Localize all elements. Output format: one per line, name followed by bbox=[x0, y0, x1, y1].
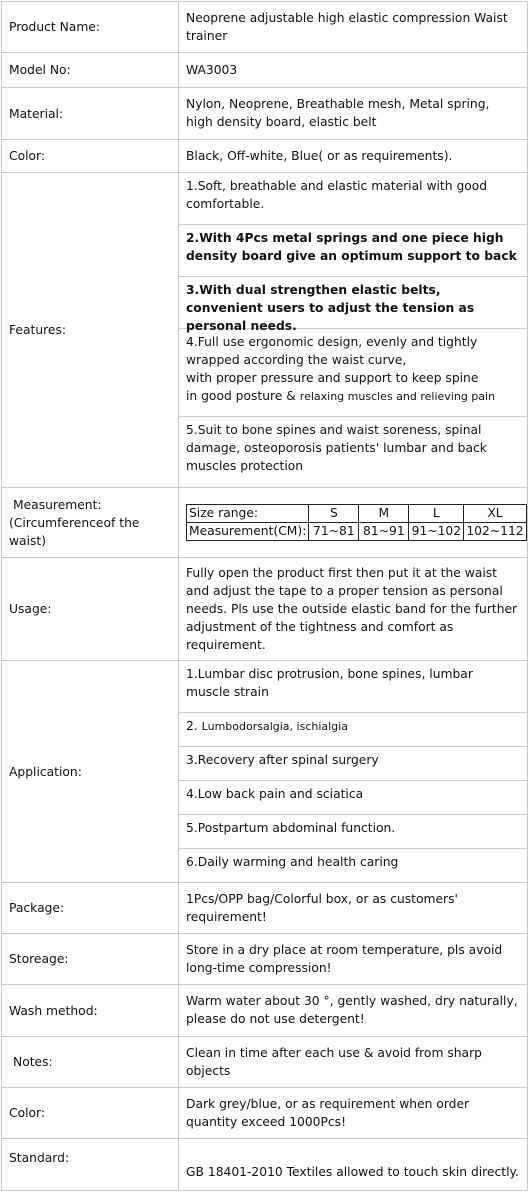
standard-label: Standard: bbox=[2, 1139, 179, 1191]
size-table-row bbox=[187, 523, 527, 541]
feature-item bbox=[179, 328, 527, 416]
row-features bbox=[2, 173, 528, 488]
size-cell: Measurement(CM): bbox=[187, 523, 309, 541]
notes-label: Notes: bbox=[2, 1037, 179, 1088]
application-item: 1.Lumbar disc protrusion, bone spines, lumbar muscle strain bbox=[186, 667, 473, 699]
size-header-cell: Size range: bbox=[187, 505, 309, 523]
product-spec-table bbox=[1, 1, 528, 1191]
row-measurement bbox=[2, 488, 528, 558]
application-item-text: 2. bbox=[186, 719, 202, 733]
application-label: Application: bbox=[2, 661, 179, 883]
row-application bbox=[2, 661, 528, 883]
application-item-small-text: Lumbodorsalgia, ischialgia bbox=[201, 720, 348, 733]
row-wash-method bbox=[2, 985, 528, 1037]
feature-item-small-text: relaxing muscles and relieving pain bbox=[299, 390, 496, 403]
measurement-label bbox=[2, 488, 179, 558]
row-product-name bbox=[2, 2, 528, 53]
size-table-header bbox=[187, 505, 527, 523]
measurement-label-title: Measurement: bbox=[13, 497, 102, 512]
measurement-label-note: (Circumferenceof the waist) bbox=[9, 515, 140, 548]
product-name-label: Product Name: bbox=[2, 2, 179, 53]
row-model-no bbox=[2, 53, 528, 88]
size-cell: 81~91 bbox=[359, 523, 409, 541]
size-header-cell: S bbox=[309, 505, 359, 523]
feature-item-line: with proper pressure and support to keep spine bbox=[186, 371, 479, 385]
usage-label: Usage: bbox=[2, 558, 179, 661]
size-cell: 102~112 bbox=[464, 523, 526, 541]
row-notes bbox=[2, 1037, 528, 1088]
application-item: 5.Postpartum abdominal function. bbox=[179, 814, 527, 848]
row-color bbox=[2, 140, 528, 173]
size-table bbox=[186, 504, 527, 541]
storeage-label: Storeage: bbox=[2, 934, 179, 985]
color-2-label: Color: bbox=[2, 1088, 179, 1139]
material-value: Nylon, Neoprene, Breathable mesh, Metal spring, high density board, elastic belt bbox=[186, 97, 490, 129]
package-label: Package: bbox=[2, 883, 179, 934]
feature-item: 3.With dual strengthen elastic belts, convenient users to adjust the tension as personal needs. bbox=[179, 276, 527, 328]
usage-value: Fully open the product first then put it at the waist and adjust the tape to a proper tension as personal needs. Pls use the outside elastic band for the further adjustment of the tightness and comfort as requirement. bbox=[186, 565, 518, 652]
size-header-cell: M bbox=[359, 505, 409, 523]
size-cell: 91~102 bbox=[409, 523, 464, 541]
color-value: Black, Off-white, Blue( or as requirements). bbox=[186, 148, 453, 163]
size-header-cell: L bbox=[409, 505, 464, 523]
storeage-value: Store in a dry place at room temperature, pls avoid long-time compression! bbox=[186, 942, 503, 975]
size-cell: 71~81 bbox=[309, 523, 359, 541]
application-item bbox=[179, 712, 527, 746]
application-item: 3.Recovery after spinal surgery bbox=[179, 746, 527, 780]
standard-value: GB 18401-2010 Textiles allowed to touch skin directly. bbox=[186, 1165, 519, 1179]
feature-item-line bbox=[186, 387, 520, 406]
wash-method-value: Warm water about 30 °, gently washed, dry naturally, please do not use detergent! bbox=[186, 994, 518, 1026]
row-standard bbox=[2, 1139, 528, 1191]
color-label: Color: bbox=[2, 140, 179, 173]
color-2-value: Dark grey/blue, or as requirement when order quantity exceed 1000Pcs! bbox=[186, 1096, 470, 1129]
row-color-2 bbox=[2, 1088, 528, 1139]
row-storeage bbox=[2, 934, 528, 985]
size-header-cell: XL bbox=[464, 505, 526, 523]
notes-value: Clean in time after each use & avoid from sharp objects bbox=[186, 1045, 482, 1078]
feature-item: 1.Soft, breathable and elastic material with good comfortable. bbox=[186, 179, 488, 211]
row-package bbox=[2, 883, 528, 934]
product-name-value: Neoprene adjustable high elastic compression Waist trainer bbox=[186, 10, 508, 43]
feature-item-text: in good posture & bbox=[186, 389, 300, 403]
feature-item: 2.With 4Pcs metal springs and one piece high density board give an optimum support to back bbox=[179, 224, 527, 276]
wash-method-label: Wash method: bbox=[2, 985, 179, 1037]
package-value: 1Pcs/OPP bag/Colorful box, or as customers' requirement! bbox=[186, 891, 458, 924]
row-usage bbox=[2, 558, 528, 661]
application-item: 4.Low back pain and sciatica bbox=[179, 780, 527, 814]
model-no-value: WA3003 bbox=[186, 62, 238, 77]
feature-item-line: 4.Full use ergonomic design, evenly and tightly wrapped according the waist curve, bbox=[186, 335, 478, 367]
model-no-label: Model No: bbox=[2, 53, 179, 88]
material-label: Material: bbox=[2, 88, 179, 140]
features-label: Features: bbox=[2, 173, 179, 488]
row-material bbox=[2, 88, 528, 140]
application-item: 6.Daily warming and health caring bbox=[179, 848, 527, 882]
feature-item: 5.Suit to bone spines and waist soreness, spinal damage, osteoporosis patients' lumbar and back muscles protection bbox=[179, 416, 527, 487]
